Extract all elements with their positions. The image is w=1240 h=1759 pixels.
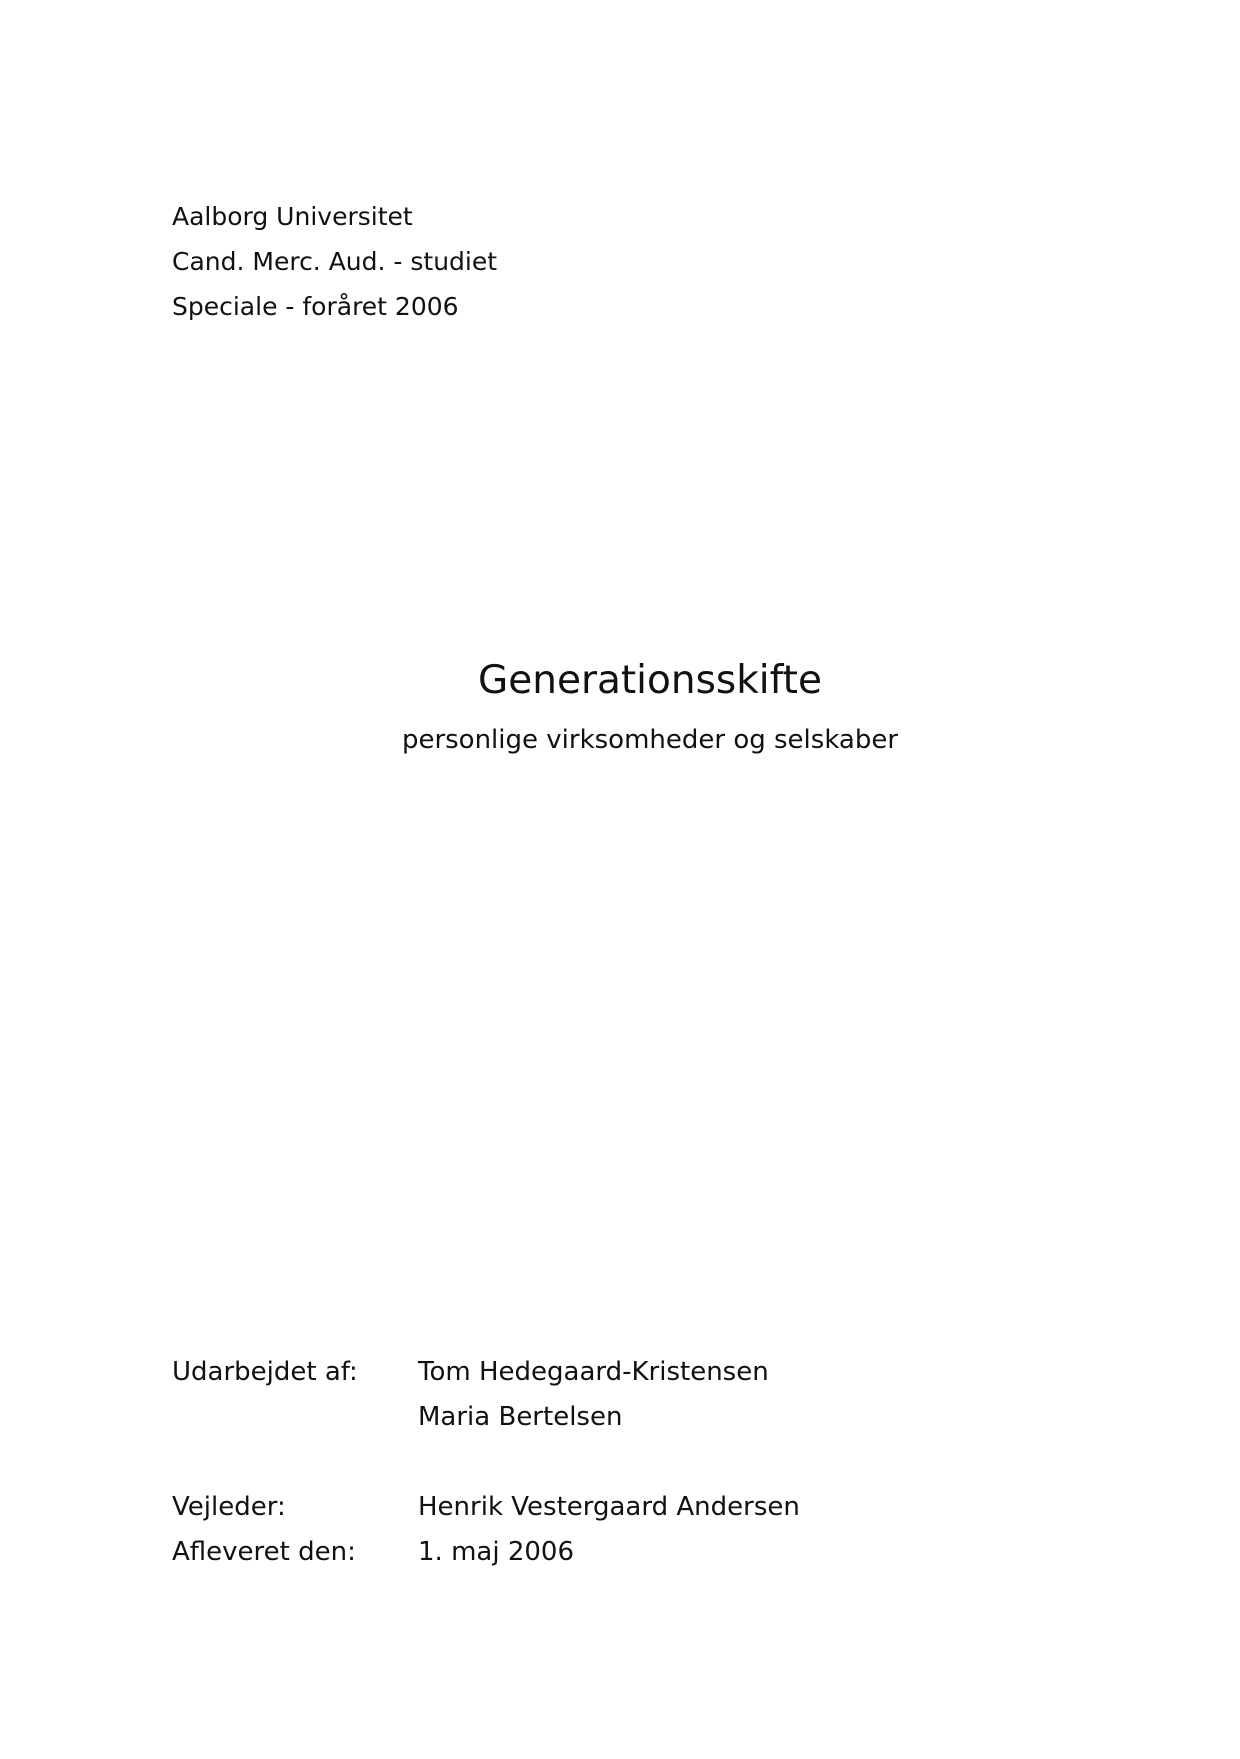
author-1: Tom Hedegaard-Kristensen (418, 1357, 769, 1387)
document-title: Generationsskifte (478, 658, 822, 703)
thesis-term: Speciale - foråret 2006 (172, 292, 459, 321)
document-subtitle: personlige virksomheder og selskaber (401, 725, 899, 755)
supervisor-name: Henrik Vestergaard Andersen (418, 1492, 800, 1522)
submitted-date: 1. maj 2006 (418, 1537, 574, 1567)
supervisor-label: Vejleder: (172, 1492, 286, 1522)
study-program: Cand. Merc. Aud. - studiet (172, 247, 498, 276)
author-2: Maria Bertelsen (418, 1402, 623, 1432)
university-name: Aalborg Universitet (172, 202, 413, 231)
prepared-by-label: Udarbejdet af: (172, 1357, 358, 1387)
submitted-label: Afleveret den: (172, 1537, 356, 1567)
